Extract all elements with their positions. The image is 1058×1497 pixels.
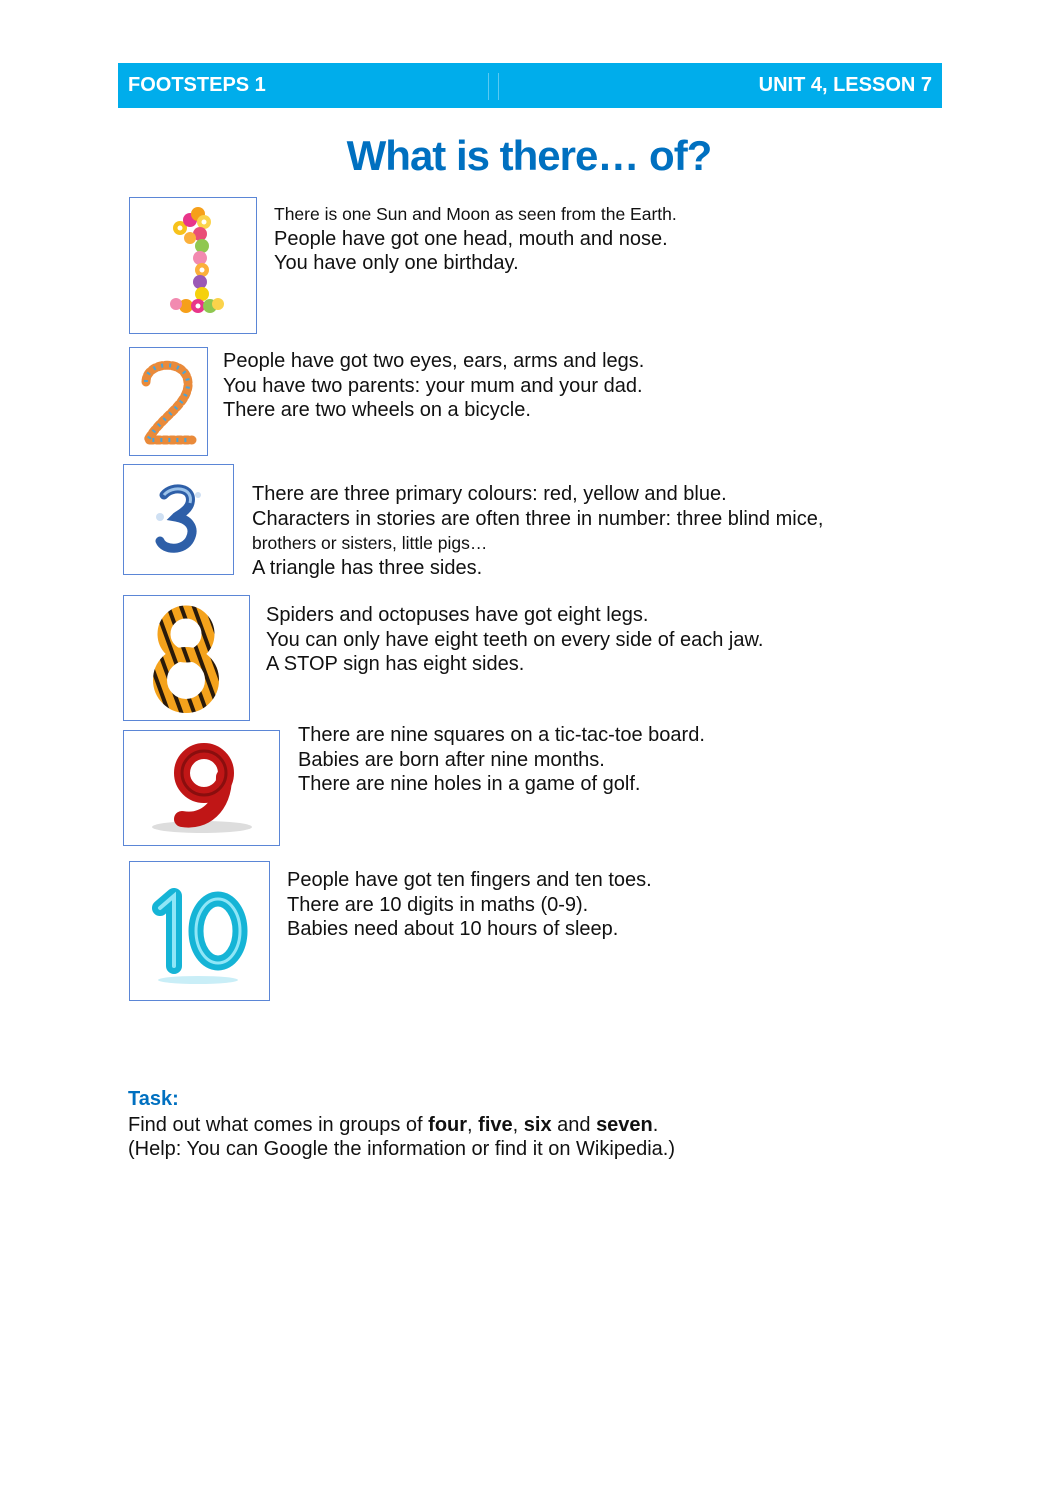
number-ten-facts — [287, 868, 652, 942]
course-title: FOOTSTEPS 1 — [128, 74, 266, 96]
flower-one-icon — [130, 198, 256, 333]
fact-line: People have got one head, mouth and nose. — [274, 227, 668, 250]
task-word-four: four — [428, 1114, 468, 1136]
aqua-ten-icon — [130, 862, 269, 1000]
fact-line: You have only one birthday. — [274, 252, 519, 274]
task-word-six: six — [523, 1114, 552, 1136]
butterfly-two-icon — [130, 348, 207, 455]
number-ten-image — [129, 861, 270, 1001]
task-help: (Help: You can Google the information or find it on Wikipedia.) — [128, 1138, 675, 1160]
fact-line: Babies need about 10 hours of sleep. — [287, 918, 619, 940]
task-word-five: five — [478, 1114, 513, 1136]
fact-line: There is one Sun and Moon as seen from the Earth. — [274, 204, 677, 224]
header-bar — [118, 63, 942, 108]
task-text: Find out what comes in groups of — [128, 1114, 429, 1136]
task-comma: , — [512, 1114, 524, 1136]
fact-line: There are two wheels on a bicycle. — [223, 399, 531, 421]
header-divider — [488, 73, 499, 100]
number-three-image — [123, 464, 234, 575]
number-two-image — [129, 347, 208, 456]
task-period: . — [652, 1114, 659, 1136]
fact-line: There are 10 digits in maths (0-9). — [287, 893, 589, 916]
fact-line: A STOP sign has eight sides. — [266, 653, 525, 675]
water-three-icon — [124, 465, 233, 574]
number-one-image — [129, 197, 257, 334]
fact-line: People have got two eyes, ears, arms and legs. — [223, 350, 645, 372]
task-and: and — [551, 1114, 597, 1136]
fact-line: brothers or sisters, little pigs… — [252, 533, 488, 553]
number-three-facts — [252, 482, 823, 580]
task-label: Task: — [128, 1088, 179, 1110]
red-nine-icon — [124, 731, 279, 845]
fact-line: You can only have eight teeth on every side of each jaw. — [266, 628, 764, 651]
fact-line: People have got ten fingers and ten toes. — [287, 869, 652, 891]
number-eight-image — [123, 595, 250, 721]
number-eight-facts — [266, 603, 763, 677]
fact-line: Babies are born after nine months. — [298, 748, 605, 771]
tiger-eight-icon — [124, 596, 249, 720]
fact-line: There are nine holes in a game of golf. — [298, 773, 641, 795]
number-two-facts — [223, 349, 644, 423]
number-nine-facts — [298, 723, 705, 797]
lesson-label: UNIT 4, LESSON 7 — [758, 74, 932, 96]
fact-line: Spiders and octopuses have got eight legs. — [266, 604, 649, 626]
fact-line: There are nine squares on a tic-tac-toe board. — [298, 724, 705, 746]
page-title: What is there… of? — [346, 132, 712, 179]
number-one-facts — [274, 202, 677, 276]
task-instruction — [128, 1114, 658, 1137]
fact-line: There are three primary colours: red, yellow and blue. — [252, 483, 727, 505]
fact-line: Characters in stories are often three in number: three blind mice, — [252, 507, 824, 530]
number-nine-image — [123, 730, 280, 846]
fact-line: A triangle has three sides. — [252, 556, 483, 579]
task-comma: , — [467, 1114, 479, 1136]
task-word-seven: seven — [596, 1114, 653, 1136]
fact-line: You have two parents: your mum and your dad. — [223, 374, 643, 397]
